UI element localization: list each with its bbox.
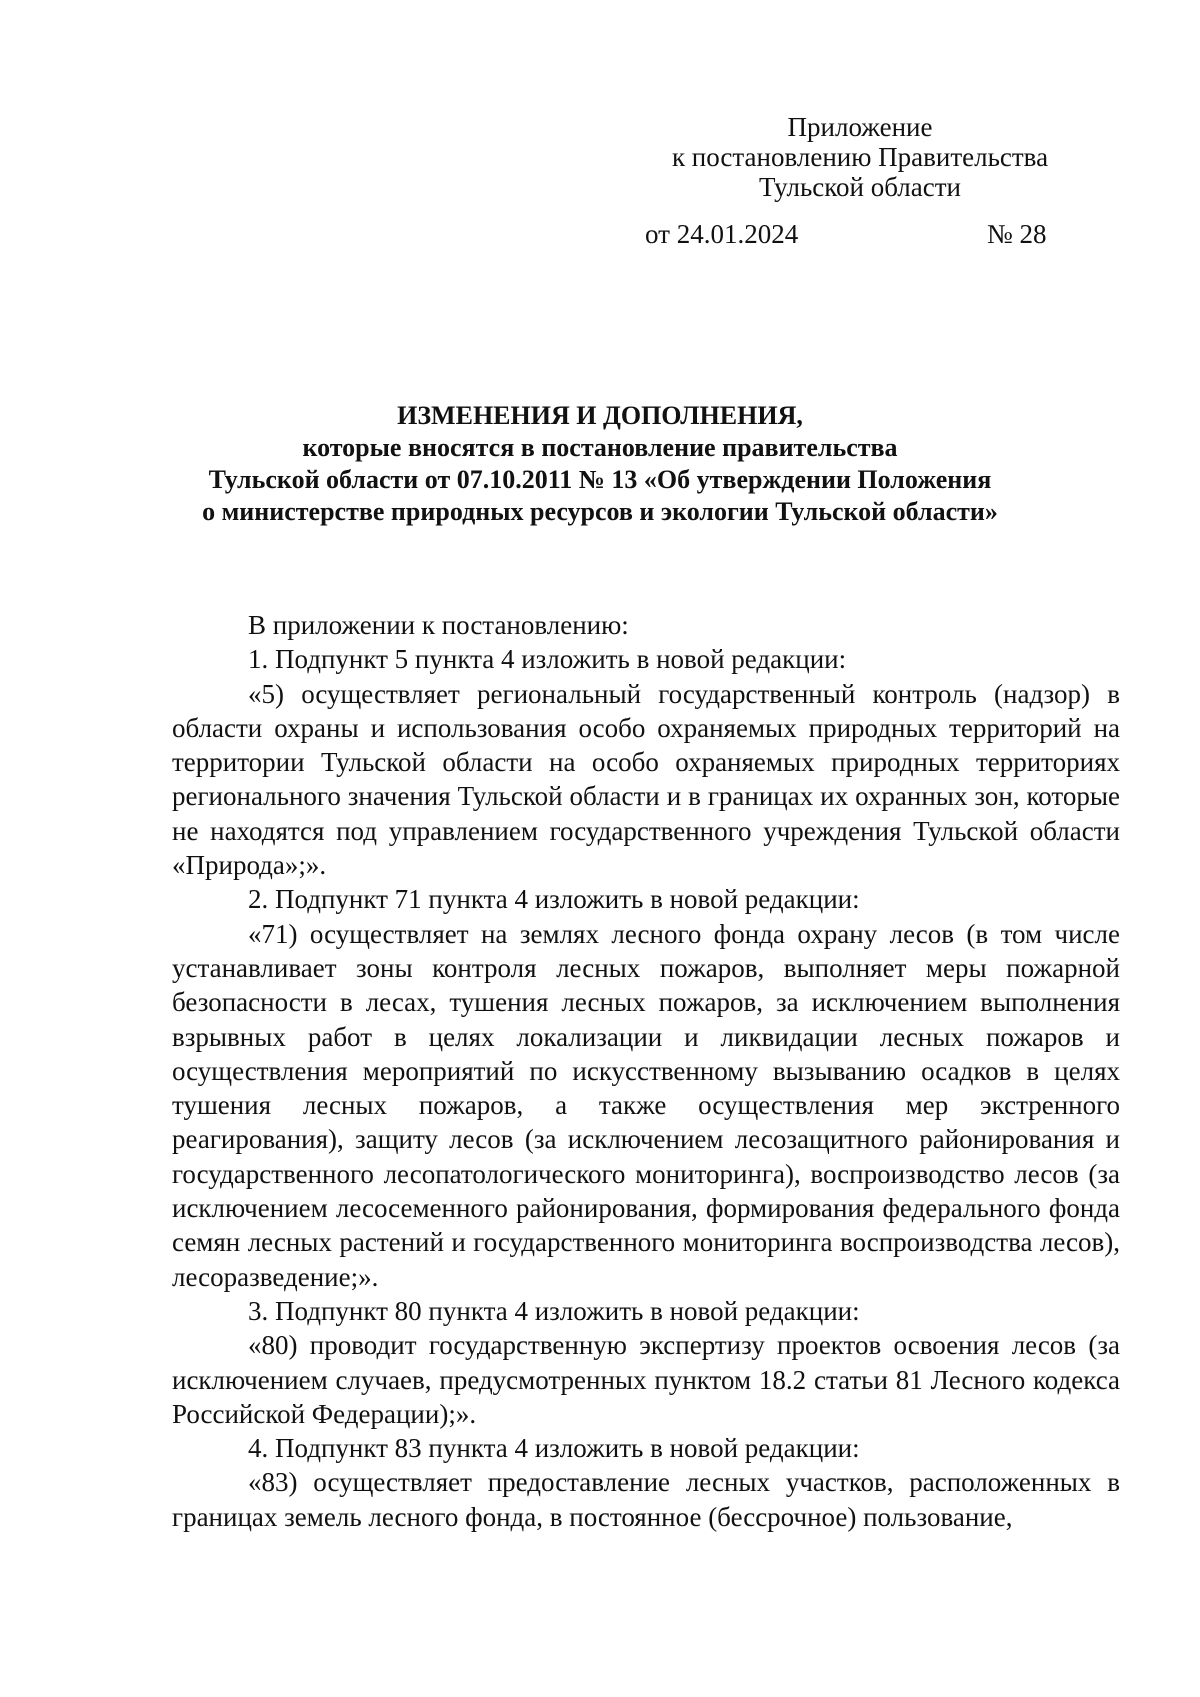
title-line: которые вносятся в постановление правительства bbox=[302, 433, 898, 462]
body-paragraph: «71) осуществляет на землях лесного фонда охрану лесов (в том числе устанавливает зоны контроля лесных пожаров, выполняет меры пожарной безопасности в лесах, тушения лесных пожаров, за исключением выполнения взрывных работ в целях локализации и ликвидации лесных пожаров и осуществления мероприятий по искусственному вызыванию осадков в целях тушения лесных пожаров, а также осуществления мер экстренного реагирования), защиту лесов (за исключением лесозащитного районирования и государственного лесопатологического мониторинга), воспроизводство лесов (за исключением лесосеменного районирования, формирования федерального фонда семян лесных растений и государственного мониторинга воспроизводства лесов), лесоразведение;». bbox=[172, 918, 1120, 1292]
appendix-line: к постановлению Правительства bbox=[671, 142, 1049, 172]
body-paragraph: «83) осуществляет предоставление лесных участков, расположенных в границах земель лесного фонда, в постоянное (бессрочное) пользование, bbox=[172, 1467, 1120, 1532]
title-line: о министерстве природных ресурсов и экологии Тульской области» bbox=[202, 497, 998, 526]
body-paragraph: 4. Подпункт 83 пункта 4 изложить в новой редакции: bbox=[248, 1433, 860, 1464]
body-paragraph: В приложении к постановлению: bbox=[248, 610, 629, 640]
appendix-line: Приложение bbox=[787, 112, 933, 142]
body-paragraph: 3. Подпункт 80 пункта 4 изложить в новой редакции: bbox=[248, 1295, 860, 1326]
appendix-line: Тульской области bbox=[759, 172, 961, 202]
document-title bbox=[150, 400, 1050, 528]
body-paragraph: 1. Подпункт 5 пункта 4 изложить в новой редакции: bbox=[248, 644, 847, 675]
body-paragraph: 2. Подпункт 71 пункта 4 изложить в новой редакции: bbox=[248, 884, 860, 915]
title-line: Тульской области от 07.10.2011 № 13 «Об утверждении Положения bbox=[208, 465, 992, 494]
appendix-block bbox=[640, 112, 1080, 202]
body-paragraph: «80) проводит государственную экспертизу проектов освоения лесов (за исключением случаев, предусмотренных пунктом 18.2 статьи 81 Лесного кодекса Российской Федерации);». bbox=[172, 1330, 1120, 1429]
title-line: ИЗМЕНЕНИЯ И ДОПОЛНЕНИЯ, bbox=[397, 401, 803, 430]
body-paragraph: «5) осуществляет региональный государственный контроль (надзор) в области охраны и использования особо охраняемых природных территорий на территории Тульской области на особо охраняемых природных территориях регионального значения Тульской области и в границах их охранных зон, которые не находятся под управлением государственного учреждения Тульской области «Природа»;». bbox=[172, 678, 1120, 881]
document-body bbox=[172, 608, 1120, 1534]
resolution-date: от 24.01.2024 bbox=[645, 219, 799, 249]
resolution-number: № 28 bbox=[987, 219, 1047, 249]
